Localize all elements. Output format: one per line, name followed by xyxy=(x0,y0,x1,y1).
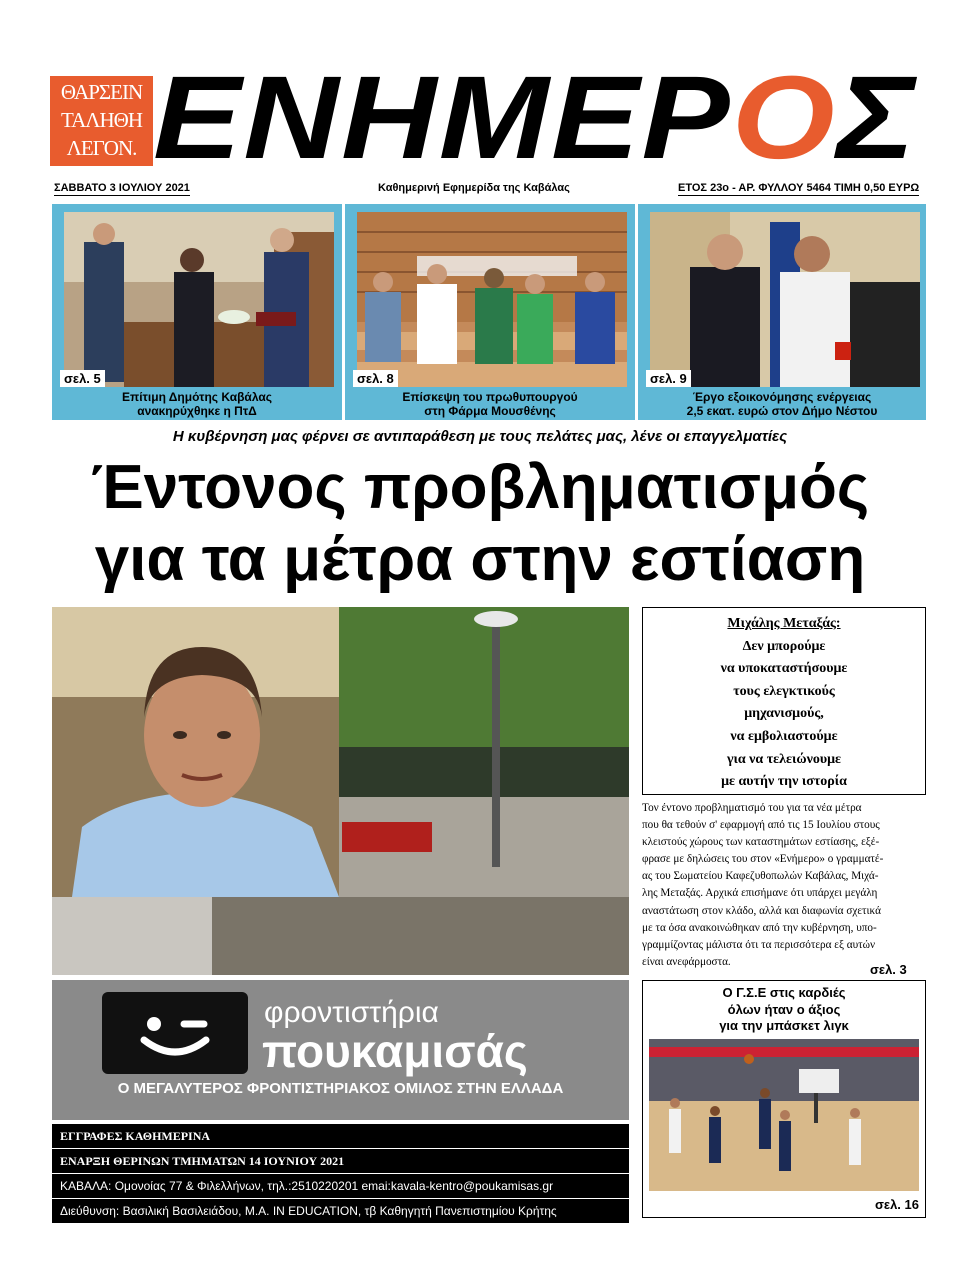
teaser-story[interactable] xyxy=(638,204,926,420)
article-body xyxy=(642,800,926,971)
ad-info-row: Διεύθυνση: Βασιλική Βασιλειάδου, Μ.Α. IN EDUCATION, τβ Καθηγητή Πανεπιστημίου Κρήτης xyxy=(52,1199,629,1223)
body-line: είναι ανεφάρμοστα. xyxy=(642,955,731,968)
ad-slogan: Ο ΜΕΓΑΛΥΤΕΡΟΣ ΦΡΟΝΤΙΣΤΗΡΙΑΚΟΣ ΟΜΙΛΟΣ ΣΤΗΝ ΕΛΛΑΔΑ xyxy=(117,1080,564,1097)
issue-info: ΕΤΟΣ 23ο - ΑΡ. ΦΥΛΛΟΥ 5464 ΤΙΜΗ 0,50 ΕΥΡΩ xyxy=(678,182,920,194)
issue-date: ΣΑΒΒΑΤΟ 3 ΙΟΥΛΙΟΥ 2021 xyxy=(54,182,190,194)
teaser-photo xyxy=(64,212,334,387)
pull-quote xyxy=(642,607,926,795)
sports-title xyxy=(643,985,925,1035)
ad-info-row: ΕΓΓΡΑΦΕΣ ΚΑΘΗΜΕΡΙΝΑ xyxy=(52,1124,629,1148)
ad-info-row: ΕΝΑΡΞΗ ΘΕΡΙΝΩΝ ΤΜΗΜΑΤΩΝ 14 ΙΟΥΝΙΟΥ 2021 xyxy=(52,1149,629,1173)
body-line: λης Μεταξάς. Αρχικά επισήμανε ότι υπάρχει μεγάλη xyxy=(642,887,878,900)
body-line: φρασε με δηλώσεις του στον «Ενήμερο» ο γραμματέ- xyxy=(642,853,884,866)
teaser-page-ref: σελ. 9 xyxy=(646,370,691,387)
quote-line: μηχανισμούς, xyxy=(744,706,824,722)
caption-line: Επίτιμη Δημότης Καβάλας xyxy=(122,390,272,404)
teaser-photo xyxy=(650,212,920,387)
quote-speaker: Μιχάλης Μεταξάς: xyxy=(727,616,841,631)
headline-kicker: Η κυβέρνηση μας φέρνει σε αντιπαράθεση με τους πελάτες μας, λένε οι επαγγελματίες xyxy=(172,428,788,445)
caption-line: στη Φάρμα Μουσθένης xyxy=(424,404,556,418)
advertisement[interactable] xyxy=(52,980,629,1120)
body-line: αναστάτωση στον κλάδο, αλλά και διαφωνία σχετικά xyxy=(642,904,881,917)
teaser-page-ref: σελ. 5 xyxy=(60,370,105,387)
quote-line: Δεν μπορούμε xyxy=(742,638,826,654)
teaser-caption xyxy=(638,390,926,418)
caption-line: ανακηρύχθηκε η ΠτΔ xyxy=(137,404,257,418)
quote-line: για να τελειώνουμε xyxy=(726,751,842,767)
quote-line: τους ελεγκτικούς xyxy=(733,683,835,699)
body-line: με τα όσα ανακοινώθηκαν από την κυβέρνηση, υπο- xyxy=(642,921,877,934)
motto-line: ΛΕΓΟΝ. xyxy=(66,136,137,160)
title-part: ΕΝΗΜΕΡ xyxy=(153,52,732,184)
body-line: ας του Σωματείου Καφεζυθοπωλών Καβάλας, Μιχά- xyxy=(642,870,879,883)
basketball-photo xyxy=(649,1039,919,1191)
headline-line: Έντονος προβληματισμός xyxy=(90,453,870,522)
main-story-photo xyxy=(52,607,629,975)
caption-line: Επίσκεψη του πρωθυπουργού xyxy=(402,390,578,404)
body-line: που θα τεθούν σ' εφαρμογή από τις 15 Ιουλίου στους xyxy=(642,819,880,832)
teaser-page-ref: σελ. 8 xyxy=(353,370,398,387)
teaser-story[interactable] xyxy=(345,204,635,420)
sports-story[interactable] xyxy=(642,980,926,1218)
smiley-logo-icon xyxy=(102,992,248,1074)
ad-contact-row: ΚΑΒΑΛΑ: Ομονοίας 77 & Φιλελλήνων, τηλ.:2510220201 emai:kavala-kentro@poukamisas.gr xyxy=(52,1174,629,1198)
motto-line: ΘΑΡΣΕΙΝ xyxy=(60,80,143,104)
sports-page-ref: σελ. 16 xyxy=(875,1197,919,1212)
dateline xyxy=(50,180,928,198)
tagline: Καθημερινή Εφημερίδα της Καβάλας xyxy=(378,182,570,194)
article-page-ref[interactable]: σελ. 3 xyxy=(870,962,907,977)
teaser-caption xyxy=(52,390,342,418)
body-line: Τον έντονο προβληματισμό του για τα νέα μέτρα xyxy=(642,802,862,814)
title-line: όλων ήταν ο άξιος xyxy=(727,1001,841,1017)
body-line: γραμμίζοντας μάλιστα ότι τα περισσότερα εξ αυτών xyxy=(642,938,876,951)
masthead xyxy=(50,52,928,184)
masthead-motto xyxy=(50,76,153,166)
quote-line: να υποκαταστήσουμε xyxy=(720,661,848,677)
motto-line: ΤΑΛΗΘΗ xyxy=(60,108,143,132)
quote-line: με αυτήν την ιστορία xyxy=(721,774,847,790)
quote-line: να εμβολιαστούμε xyxy=(730,728,838,744)
caption-line: Έργο εξοικονόμησης ενέργειας xyxy=(692,390,872,404)
ad-brand-line1: φροντιστήρια xyxy=(264,996,439,1029)
main-headline[interactable] xyxy=(0,452,960,596)
body-line: κλειστούς χώρους των καταστημάτων εστίασης, εξέ- xyxy=(642,836,880,849)
caption-line: 2,5 εκατ. ευρώ στον Δήμο Νέστου xyxy=(686,404,878,418)
headline-line: για τα μέτρα στην εστίαση xyxy=(94,525,866,594)
title-accent-letter: Ο xyxy=(731,52,837,184)
ad-info-rows xyxy=(52,1124,629,1224)
teaser-story[interactable] xyxy=(52,204,342,420)
title-part: Σ xyxy=(836,52,918,184)
teaser-caption xyxy=(345,390,635,418)
title-line: για την μπάσκετ λιγκ xyxy=(719,1018,849,1033)
teaser-strip xyxy=(52,204,926,420)
ad-brand-line2: πουκαμισάς xyxy=(262,1025,528,1077)
title-line: Ο Γ.Σ.Ε στις καρδιές xyxy=(722,985,846,1000)
teaser-photo xyxy=(357,212,627,387)
newspaper-title xyxy=(153,52,960,184)
